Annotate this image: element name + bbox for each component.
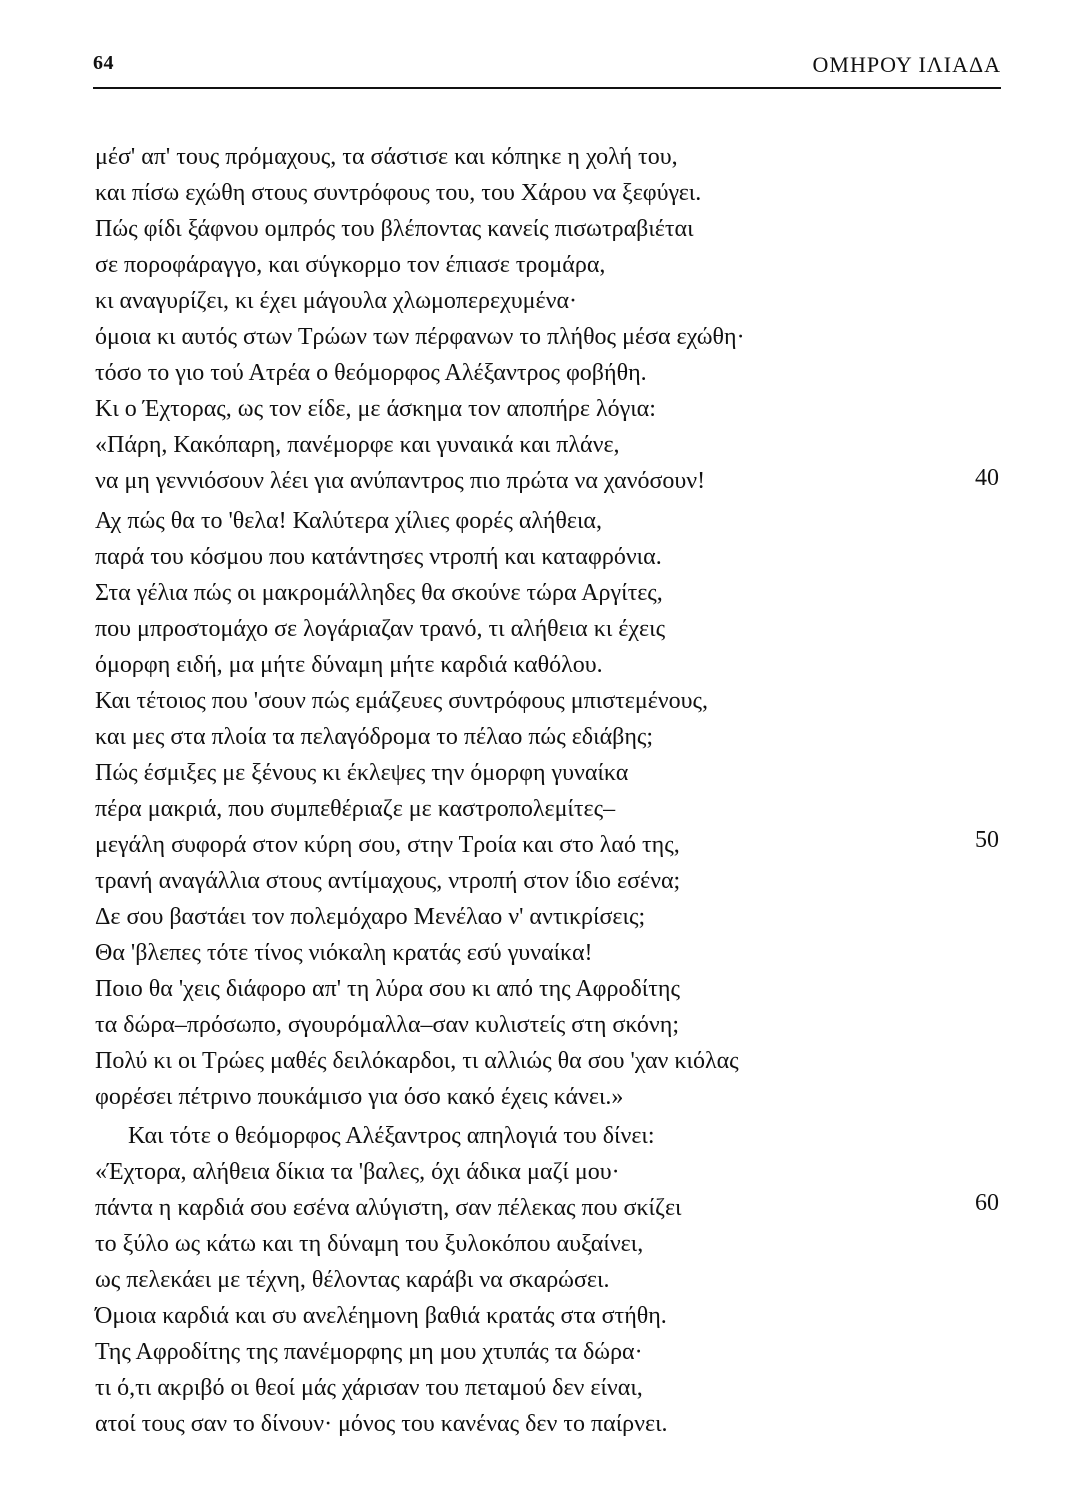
verse-line: να μη γεννιόσουν λέει για ανύπαντρος πιο πρώτα να χανόσουν! <box>95 468 706 494</box>
verse-line: Ποιο θα 'χεις διάφορο απ' τη λύρα σου κι από της Αφροδίτης <box>95 976 680 1002</box>
verse-line: Αχ πώς θα το 'θελα! Καλύτερα χίλιες φορές αλήθεια, <box>95 508 602 534</box>
verse-line: Πολύ κι οι Τρώες μαθές δειλόκαρδοι, τι αλλιώς θα σου 'χαν κιόλας <box>95 1048 739 1074</box>
verse-line: παρά του κόσμου που κατάντησες ντροπή και καταφρόνια. <box>95 544 662 570</box>
verse-line: το ξύλο ως κάτω και τη δύναμη του ξυλοκόπου αυξαίνει, <box>95 1231 644 1257</box>
verse-line: και μες στα πλοία τα πελαγόδρομα το πέλαο πώς εδιάβης; <box>95 724 654 750</box>
verse-line: πέρα μακριά, που συμπεθέριαζε με καστροπολεμίτες– <box>95 796 616 822</box>
verse-line: «Έχτορα, αλήθεια δίκια τα 'βαλες, όχι άδικα μαζί μου· <box>95 1159 620 1185</box>
verse-line: φορέσει πέτρινο πουκάμισο για όσο κακό έχεις κάνει.» <box>95 1084 624 1110</box>
verse-line: μέσ' απ' τους πρόμαχους, τα σάστισε και κόπηκε η χολή του, <box>95 144 678 170</box>
verse-line: τόσο το γιο τού Ατρέα ο θεόμορφος Αλέξαντρος φοβήθη. <box>95 360 647 386</box>
verse-line: Πώς φίδι ξάφνου ομπρός του βλέποντας κανείς πισωτραβιέται <box>95 216 694 242</box>
verse-line: τα δώρα–πρόσωπο, σγουρόμαλλα–σαν κυλιστείς στη σκόνη; <box>95 1012 679 1038</box>
verse-line: Δε σου βαστάει τον πολεμόχαρο Μενέλαο ν' αντικρίσεις; <box>95 904 646 930</box>
verse-line: Θα 'βλεπες τότε τίνος νιόκαλη κρατάς εσύ γυναίκα! <box>95 940 593 966</box>
running-title: ΟΜΗΡΟΥ ΙΛΙΑΔΑ <box>812 52 1001 77</box>
verse-line: «Πάρη, Κακόπαρη, πανέμορφε και γυναικά και πλάνε, <box>95 432 620 458</box>
verse-line: Στα γέλια πώς οι μακρομάλληδες θα σκούνε τώρα Αργίτες, <box>95 580 663 606</box>
line-number: 50 <box>975 827 999 853</box>
verse-line: Πώς έσμιξες με ξένους κι έκλεψες την όμορφη γυναίκα <box>95 760 629 786</box>
verse-line: ατοί τους σαν το δίνουν· μόνος του κανένας δεν το παίρνει. <box>95 1411 668 1437</box>
verse-line: σε ποροφάραγγο, και σύγκορμο τον έπιασε τρομάρα, <box>95 252 606 278</box>
verse-line: μεγάλη συφορά στον κύρη σου, στην Τροία και στο λαό της, <box>95 832 680 858</box>
verse-line: που μπροστομάχο σε λογάριαζαν τρανό, τι αλήθεια κι έχεις <box>95 616 666 642</box>
verse-line: ως πελεκάει με τέχνη, θέλοντας καράβι να σκαρώσει. <box>95 1267 610 1293</box>
verse-line: και πίσω εχώθη στους συντρόφους του, του Χάρου να ξεφύγει. <box>95 180 702 206</box>
verse-line: Κι ο Έχτορας, ως τον είδε, με άσκημα τον αποπήρε λόγια: <box>95 396 656 422</box>
verse-line: Και τότε ο θεόμορφος Αλέξαντρος απηλογιά του δίνει: <box>128 1123 655 1149</box>
verse-line: πάντα η καρδιά σου εσένα αλύγιστη, σαν πέλεκας που σκίζει <box>95 1195 682 1221</box>
verse-line: όμορφη ειδή, μα μήτε δύναμη μήτε καρδιά καθόλου. <box>95 652 603 678</box>
verse-line: Όμοια καρδιά και συ ανελέημονη βαθιά κρατάς στα στήθη. <box>95 1303 667 1329</box>
verse-line: Της Αφροδίτης της πανέμορφης μη μου χτυπάς τα δώρα· <box>95 1339 643 1365</box>
verse-line: κι αναγυρίζει, κι έχει μάγουλα χλωμοπερεχυμένα· <box>95 288 578 314</box>
verse-line: τι ό,τι ακριβό οι θεοί μάς χάρισαν του πεταμού δεν είναι, <box>95 1375 643 1401</box>
verse-line: τρανή αναγάλλια στους αντίμαχους, ντροπή στον ίδιο εσένα; <box>95 868 681 894</box>
verse-line: όμοια κι αυτός στων Τρώων των πέρφανων το πλήθος μέσα εχώθη· <box>95 324 745 350</box>
page-number: 64 <box>93 52 114 74</box>
verse-line: Και τέτοιος που 'σουν πώς εμάζευες συντρόφους μπιστεμένους, <box>95 688 709 714</box>
line-number: 40 <box>975 465 999 491</box>
line-number: 60 <box>975 1190 999 1216</box>
